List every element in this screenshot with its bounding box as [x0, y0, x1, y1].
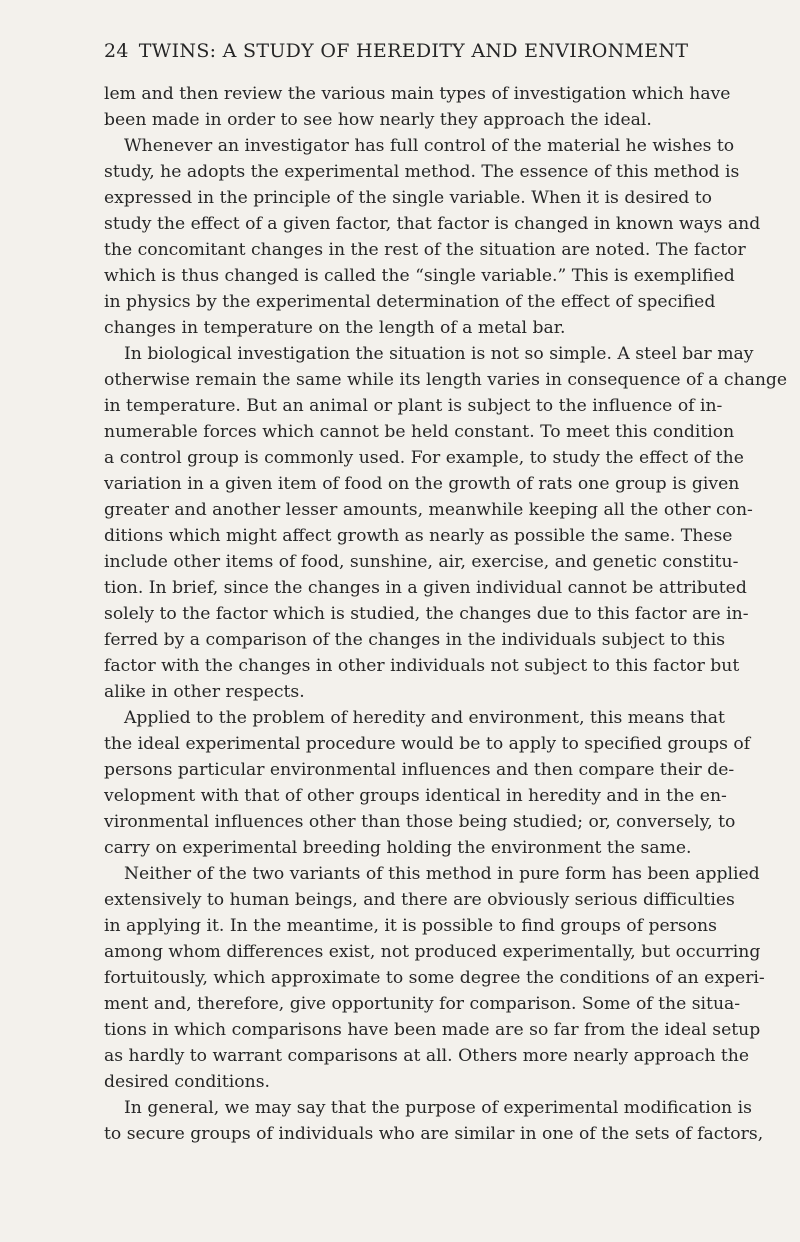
- body-text: [104, 81, 788, 1147]
- running-title: TWINS: A STUDY OF HEREDITY AND ENVIRONMENT: [138, 40, 689, 62]
- text-line: solely to the factor which is studied, the changes due to this factor are in-: [104, 604, 749, 624]
- text-line: fortuitously, which approximate to some degree the conditions of an experi-: [104, 968, 765, 988]
- text-line: study, he adopts the experimental method. The essence of this method is: [104, 162, 740, 182]
- text-line: Neither of the two variants of this method in pure form has been applied: [124, 864, 760, 884]
- text-line: ditions which might affect growth as nearly as possible the same. These: [104, 526, 733, 546]
- running-header: [104, 40, 714, 62]
- text-line: numerable forces which cannot be held constant. To meet this condition: [104, 422, 735, 442]
- text-line: expressed in the principle of the single variable. When it is desired to: [104, 188, 712, 208]
- text-line: velopment with that of other groups identical in heredity and in the en-: [104, 786, 727, 806]
- text-line: Whenever an investigator has full control of the material he wishes to: [124, 136, 735, 156]
- text-line: in temperature. But an animal or plant is subject to the influence of in-: [104, 396, 723, 416]
- text-line: in physics by the experimental determination of the effect of specified: [104, 292, 716, 312]
- text-line: the concomitant changes in the rest of the situation are noted. The factor: [104, 240, 746, 260]
- text-line: tion. In brief, since the changes in a given individual cannot be attributed: [104, 578, 747, 598]
- text-line: In general, we may say that the purpose of experimental modification is: [124, 1098, 752, 1118]
- text-line: include other items of food, sunshine, air, exercise, and genetic constitu-: [104, 552, 739, 572]
- text-line: as hardly to warrant comparisons at all. Others more nearly approach the: [104, 1046, 750, 1066]
- text-line: variation in a given item of food on the growth of rats one group is given: [104, 474, 740, 494]
- text-line: alike in other respects.: [104, 682, 305, 702]
- text-line: carry on experimental breeding holding the environment the same.: [104, 838, 692, 858]
- text-line: in applying it. In the meantime, it is possible to find groups of persons: [104, 916, 717, 936]
- text-line: a control group is commonly used. For example, to study the effect of the: [104, 448, 744, 468]
- text-line: which is thus changed is called the “single variable.” This is exemplified: [104, 266, 735, 286]
- text-line: otherwise remain the same while its length varies in consequence of a change: [104, 370, 788, 390]
- text-line: factor with the changes in other individuals not subject to this factor but: [104, 656, 740, 676]
- text-line: been made in order to see how nearly they approach the ideal.: [104, 110, 652, 130]
- text-line: persons particular environmental influences and then compare their de-: [104, 760, 735, 780]
- text-line: tions in which comparisons have been made are so far from the ideal setup: [104, 1020, 761, 1040]
- text-line: study the effect of a given factor, that factor is changed in known ways and: [104, 214, 761, 234]
- text-line: greater and another lesser amounts, meanwhile keeping all the other con-: [104, 500, 753, 520]
- text-line: ment and, therefore, give opportunity for comparison. Some of the situa-: [104, 994, 741, 1014]
- text-line: changes in temperature on the length of a metal bar.: [104, 318, 566, 338]
- text-line: vironmental influences other than those being studied; or, conversely, to: [104, 812, 736, 832]
- text-line: the ideal experimental procedure would be to apply to specified groups of: [104, 734, 751, 754]
- text-line: among whom differences exist, not produced experimentally, but occurring: [104, 942, 761, 962]
- text-line: lem and then review the various main types of investigation which have: [104, 84, 731, 104]
- text-line: Applied to the problem of heredity and environment, this means that: [124, 708, 725, 728]
- page-number: 24: [104, 40, 129, 62]
- text-line: ferred by a comparison of the changes in the individuals subject to this: [104, 630, 726, 650]
- text-line: extensively to human beings, and there are obviously serious difficulties: [104, 890, 735, 910]
- text-line: to secure groups of individuals who are similar in one of the sets of factors,: [104, 1124, 764, 1144]
- text-line: desired conditions.: [104, 1072, 270, 1092]
- text-line: In biological investigation the situation is not so simple. A steel bar may: [124, 344, 754, 364]
